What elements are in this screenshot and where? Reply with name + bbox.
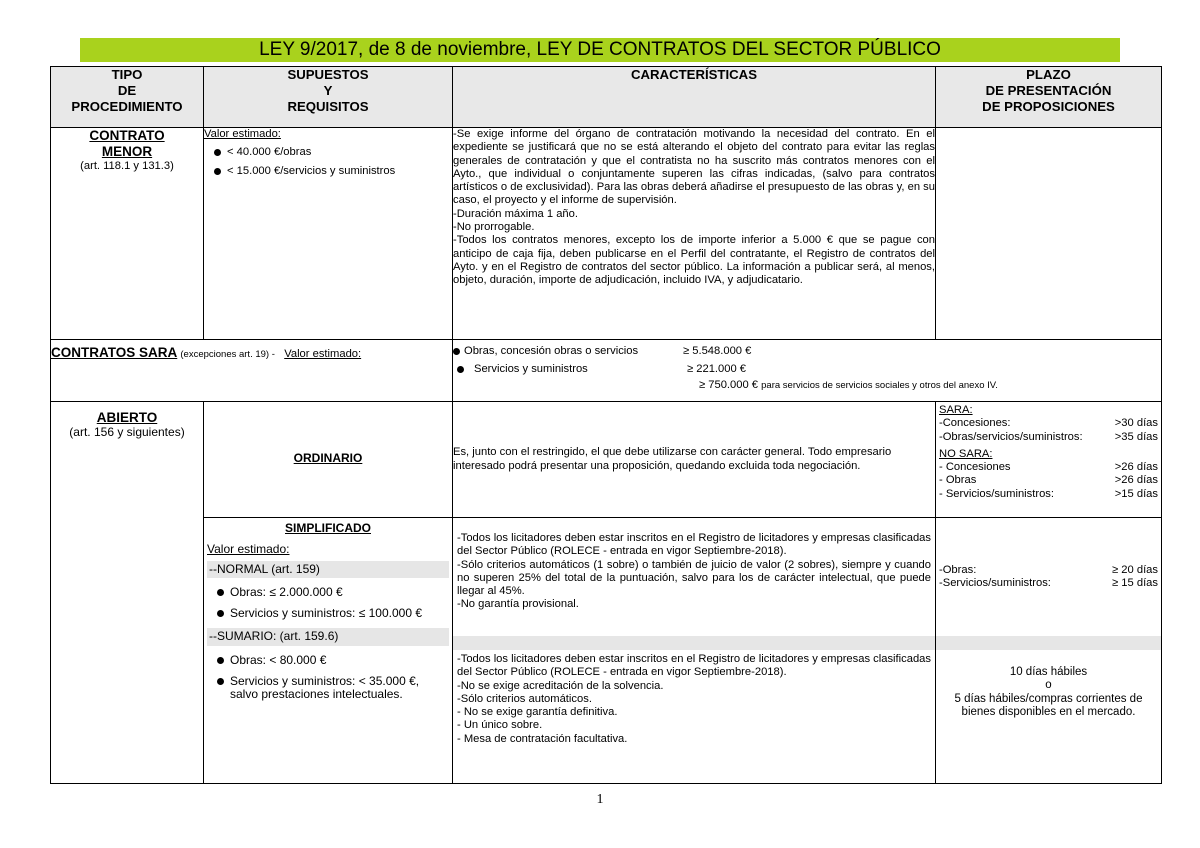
simplificado-plazo-cell (936, 518, 1162, 784)
simplificado-label: SIMPLIFICADO (285, 521, 371, 535)
sara-values-cell (453, 340, 1162, 402)
bullet-icon (217, 589, 224, 596)
abierto-ref: (art. 156 y siguientes) (69, 425, 185, 439)
menor-caracteristicas-cell: -Se exige informe del órgano de contratación motivando la necesidad del contrato. En el expediente se justificará que no se está alterando el objeto del contrato para evitar las reglas generales de contratación y que el contratista no ha suscrito más contratos menores con el Ayto., que individual o conjuntamente superen las cifras indicadas, (salvo para contratos artísticos o de exclusividad). Para las obras deberá añadirse el presupuesto de las obras y, en su caso, el proyecto y el informe de supervisión. -Duración máxima 1 año. -No prorrogable. -Todos los contratos menores, excepto los de importe inferior a 5.000 € que se pague con anticipo de caja fija, deben publicarse en el Perfil del contratante, el Registro de contratos del Ayto. y en el Registro de contratos del sector público. La información a publicar será, al menos, objeto, duración, importe de adjudicación, incluido IVA, y adjudicatario. (453, 128, 936, 340)
plazo-row: -Concesiones: >30 días (939, 417, 1158, 430)
ordinario-plazo-cell: SARA: -Concesiones: >30 días -Obras/servicios/suministros: >35 días NO SARA: - Concesiones >26 días - Obras >26 días - Servicios/suministros: >15 días (936, 402, 1162, 518)
abierto-name: ABIERTO (96, 410, 158, 425)
sara-name-cell (51, 340, 453, 402)
plazo-row: - Concesiones >26 días (939, 461, 1158, 474)
separator-bar (936, 636, 1161, 650)
list-item: < 15.000 €/servicios y suministros (214, 165, 452, 178)
bullet-icon (214, 168, 221, 175)
plazo-row: - Servicios/suministros: >15 días (939, 487, 1158, 500)
list-item: Servicios y suministros: ≤ 100.000 € (217, 607, 449, 620)
header-tipo: TIPO DE PROCEDIMIENTO (51, 67, 204, 128)
abierto-type-cell (51, 402, 204, 784)
menor-plazo-cell (936, 128, 1162, 340)
bullet-icon (217, 657, 224, 664)
list-item: < 40.000 €/obras (214, 146, 452, 159)
list-item: Obras: ≤ 2.000.000 € (217, 586, 449, 599)
page-number: 1 (596, 792, 604, 807)
table-header-row (51, 67, 1162, 128)
sara-name: CONTRATOS SARA (51, 345, 178, 360)
row-abierto-ordinario (51, 402, 1162, 518)
plazo-row: - Obras >26 días (939, 474, 1158, 487)
row-contratos-sara (51, 340, 1162, 402)
document-title: LEY 9/2017, de 8 de noviembre, LEY DE CONTRATOS DEL SECTOR PÚBLICO (80, 38, 1120, 62)
ordinario-cell (204, 402, 453, 518)
list-item: Servicios y suministros: < 35.000 €, salvo prestaciones intelectuales. (217, 675, 449, 702)
sumario-caracteristicas: -Todos los licitadores deben estar inscritos en el Registro de licitadores y empresas clasificadas del Sector Público (ROLECE - entrada en vigor Septiembre-2018). -No se exige acreditación de la solvencia. -Sólo criterios automáticos. - No se exige garantía definitiva. - Un único sobre. - Mesa de contratación facultativa. (457, 653, 931, 745)
sara-exceptions: (excepciones art. 19) - (180, 349, 275, 360)
list-item: Servicios y suministros ≥ 221.000 € (453, 363, 1161, 379)
normal-caracteristicas: -Todos los licitadores deben estar inscritos en el Registro de licitadores y empresas clasificadas del Sector Público (ROLECE - entrada en vigor Septiembre-2018). -Sólo criterios automáticos (1 sobre) o también de juicio de valor (2 sobres), siempre y cuando no superen 25% del total de la puntuación, salvo para los de carácter intelectual, que puede llegar al 45%. -No garantía provisional. (457, 532, 931, 611)
procedures-table (50, 66, 1162, 784)
ordinario-label: ORDINARIO (293, 451, 363, 466)
simplificado-valor-label: Valor estimado: (207, 542, 290, 557)
row-abierto-simplificado (51, 518, 1162, 784)
normal-plazo (936, 518, 1161, 622)
row-contrato-menor (51, 128, 1162, 340)
sumario-plazo: 10 días hábiles o 5 días hábiles/compras corrientes de bienes disponibles en el mercado. (954, 666, 1143, 718)
separator-bar (453, 636, 935, 650)
plazo-row: -Servicios/suministros: ≥ 15 días (939, 577, 1158, 589)
bullet-icon (453, 348, 460, 355)
normal-label: --NORMAL (art. 159) (207, 561, 449, 578)
list-item: Obras: < 80.000 € (217, 654, 449, 667)
simplificado-caracteristicas-cell (453, 518, 936, 784)
list-item: ≥ 750.000 € para servicios de servicios sociales y otros del anexo IV. (699, 379, 998, 391)
menor-ref: (art. 118.1 y 131.3) (80, 160, 174, 172)
menor-requisitos-cell (204, 128, 453, 340)
simplificado-cell (204, 518, 453, 784)
sumario-label: --SUMARIO: (art. 159.6) (207, 628, 449, 645)
header-plazo: PLAZO DE PRESENTACIÓN DE PROPOSICIONES (936, 67, 1162, 128)
ordinario-caracteristicas-cell: Es, junto con el restringido, el que debe utilizarse con carácter general. Todo empresario interesado podrá presentar una proposición, quedando excluida toda negociación. (453, 402, 936, 518)
bullet-icon (217, 610, 224, 617)
menor-valor-label: Valor estimado: (204, 128, 281, 140)
sara-valor-label: Valor estimado: (284, 348, 362, 360)
list-item: Obras, concesión obras o servicios ≥ 5.548.000 € (453, 345, 1161, 361)
plazo-row: -Obras: ≥ 20 días (939, 563, 1158, 576)
menor-name-1: CONTRATO (89, 128, 165, 143)
plazo-row: -Obras/servicios/suministros: >35 días (939, 430, 1158, 443)
bullet-icon (457, 366, 464, 373)
bullet-icon (214, 149, 221, 156)
header-caracteristicas: CARACTERÍSTICAS (453, 67, 936, 128)
menor-name-2: MENOR (101, 144, 153, 159)
menor-type-cell (51, 128, 204, 340)
header-supuestos: SUPUESTOS Y REQUISITOS (204, 67, 453, 128)
bullet-icon (217, 678, 224, 685)
